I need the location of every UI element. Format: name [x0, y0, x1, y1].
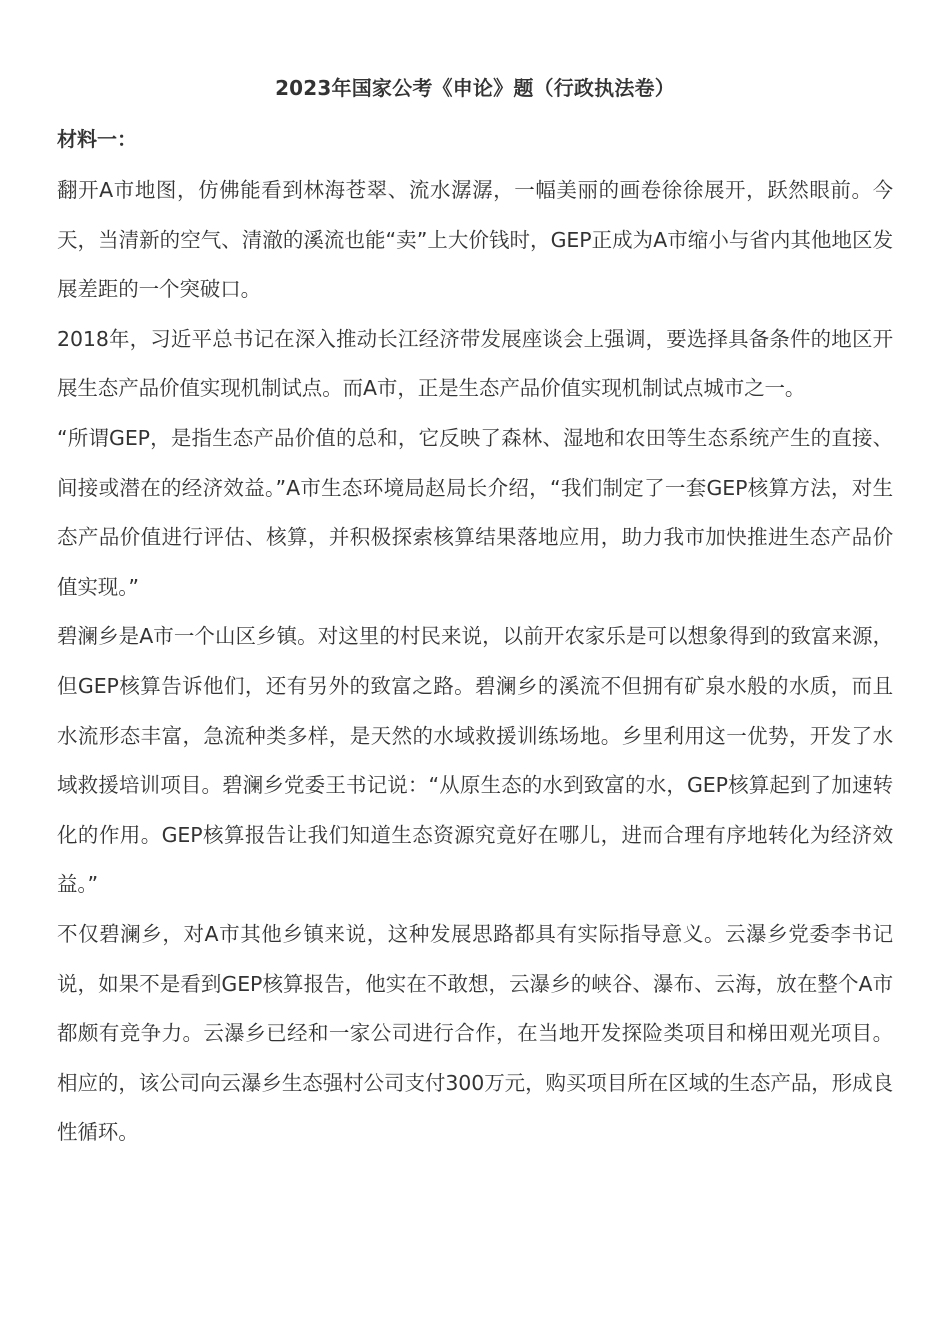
document-title: 2023年国家公考《申论》题（行政执法卷） [275, 76, 675, 100]
paragraph-3: “所谓GEP，是指生态产品价值的总和，它反映了森林、湿地和农田等生态系统产生的直接、间接或潜在的经济效益。”A市生态环境局赵局长介绍，“我们制定了一套GEP核算方法，对生态产品价值进行评估、核算，并积极探索核算结果落地应用，助力我市加快推进生态产品价值实现。” [57, 425, 893, 599]
paragraph-2: 2018年，习近平总书记在深入推动长江经济带发展座谈会上强调，要选择具备条件的地区开展生态产品价值实现机制试点。而A市，正是生态产品价值实现机制试点城市之一。 [57, 326, 893, 401]
paragraph-1: 翻开A市地图，仿佛能看到林海苍翠、流水潺潺，一幅美丽的画卷徐徐展开，跃然眼前。今天，当清新的空气、清澈的溪流也能“卖”上大价钱时，GEP正成为A市缩小与省内其他地区发展差距的一个突破口。 [57, 178, 893, 302]
paragraph-4: 碧澜乡是A市一个山区乡镇。对这里的村民来说，以前开农家乐是可以想象得到的致富来源，但GEP核算告诉他们，还有另外的致富之路。碧澜乡的溪流不但拥有矿泉水般的水质，而且水流形态丰富，急流种类多样，是天然的水域救援训练场地。乡里利用这一优势，开发了水域救援培训项目。碧澜乡党委王书记说：“从原生态的水到致富的水，GEP核算起到了加速转化的作用。GEP核算报告让我们知道生态资源究竟好在哪儿，进而合理有序地转化为经济效益。” [57, 624, 893, 897]
document-page [57, 66, 893, 1158]
section-heading: 材料一： [57, 127, 137, 151]
paragraph-5: 不仅碧澜乡，对A市其他乡镇来说，这种发展思路都具有实际指导意义。云瀑乡党委李书记说，如果不是看到GEP核算报告，他实在不敢想，云瀑乡的峡谷、瀑布、云海，放在整个A市都颇有竞争力。云瀑乡已经和一家公司进行合作，在当地开发探险类项目和梯田观光项目。相应的，该公司向云瀑乡生态强村公司支付300万元，购买项目所在区域的生态产品，形成良性循环。 [57, 921, 893, 1145]
